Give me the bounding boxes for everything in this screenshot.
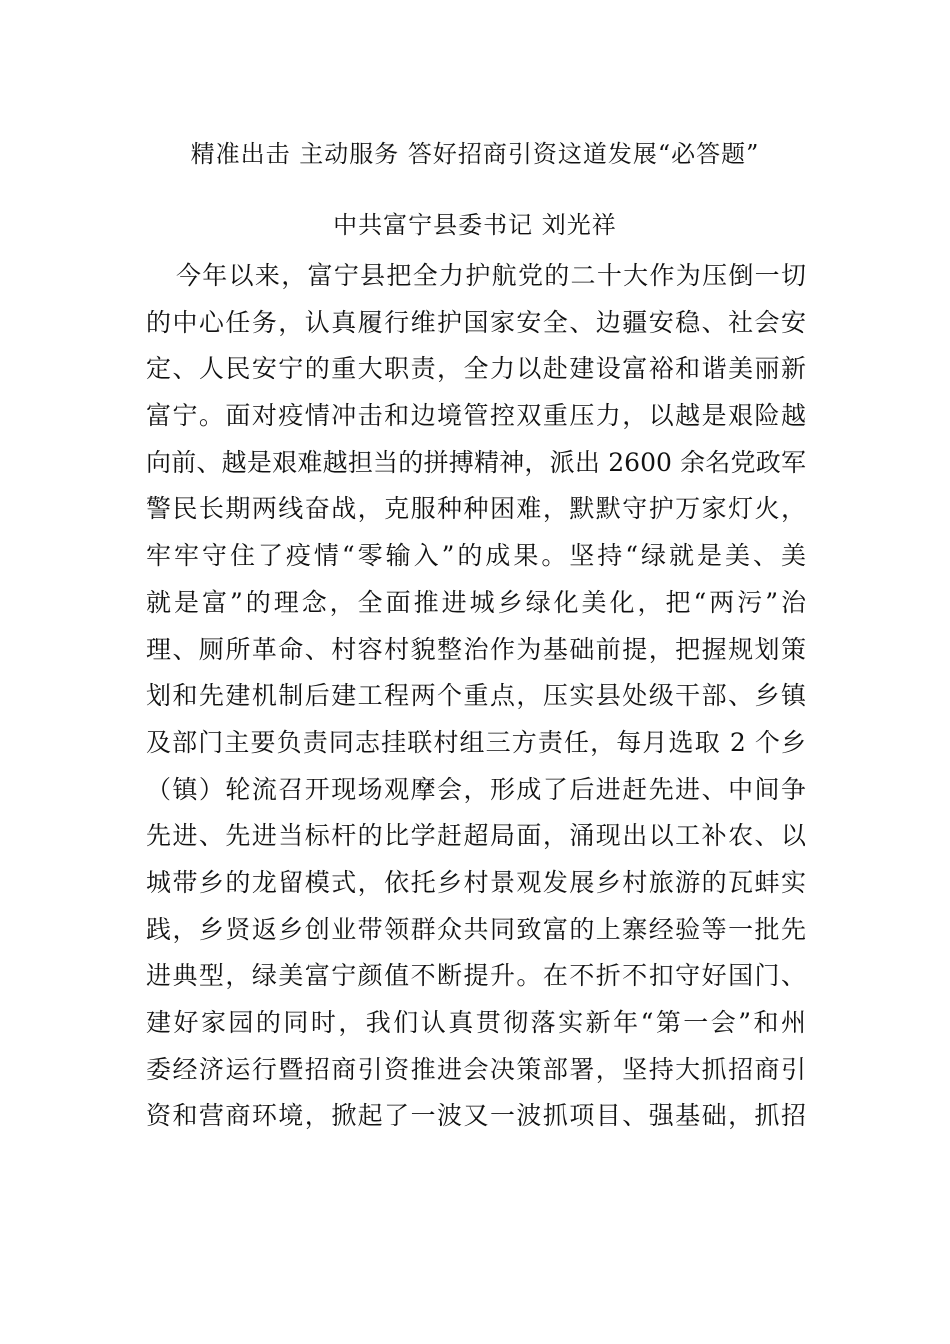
body-line: 向前、越是艰难越担当的拼搏精神，派出 2600 余名党政军 [146,447,806,477]
body-line: 富宁。面对疫情冲击和边境管控双重压力，以越是艰险越 [146,401,806,431]
body-line: 进典型，绿美富宁颜值不断提升。在不折不扣守好国门、 [146,961,806,991]
body-line: 今年以来，富宁县把全力护航党的二十大作为压倒一切 [176,261,806,290]
body-line: 先进、先进当标杆的比学赶超局面，涌现出以工补农、以 [146,821,806,851]
body-line: 资和营商环境，掀起了一波又一波抓项目、强基础，抓招 [146,1101,806,1131]
article-body [146,253,806,1140]
body-line: 警民长期两线奋战，克服种种困难，默默守护万家灯火， [146,494,806,524]
body-line: 践，乡贤返乡创业带领群众共同致富的上寨经验等一批先 [146,914,806,944]
body-line: 理、厕所革命、村容村貌整治作为基础前提，把握规划策 [146,634,806,664]
author-byline: 中共富宁县委书记 刘光祥 [333,211,617,239]
body-line: （镇）轮流召开现场观摩会，形成了后进赶先进、中间争 [146,774,806,804]
body-line: 的中心任务，认真履行维护国家安全、边疆安稳、社会安 [146,307,806,337]
body-line: 划和先建机制后建工程两个重点，压实县处级干部、乡镇 [146,681,806,711]
article-title: 精准出击 主动服务 答好招商引资这道发展“必答题” [190,140,760,168]
body-line: 定、人民安宁的重大职责，全力以赴建设富裕和谐美丽新 [146,354,806,384]
body-line: 牢牢守住了疫情“零输入”的成果。坚持“绿就是美、美 [146,541,806,571]
body-line: 委经济运行暨招商引资推进会决策部署，坚持大抓招商引 [146,1054,806,1084]
body-line: 及部门主要负责同志挂联村组三方责任，每月选取 2 个乡 [146,727,806,757]
body-line: 城带乡的龙留模式，依托乡村景观发展乡村旅游的瓦蚌实 [146,867,806,897]
body-line: 就是富”的理念，全面推进城乡绿化美化，把“两污”治 [146,587,806,617]
body-line: 建好家园的同时，我们认真贯彻落实新年“第一会”和州 [146,1008,806,1037]
